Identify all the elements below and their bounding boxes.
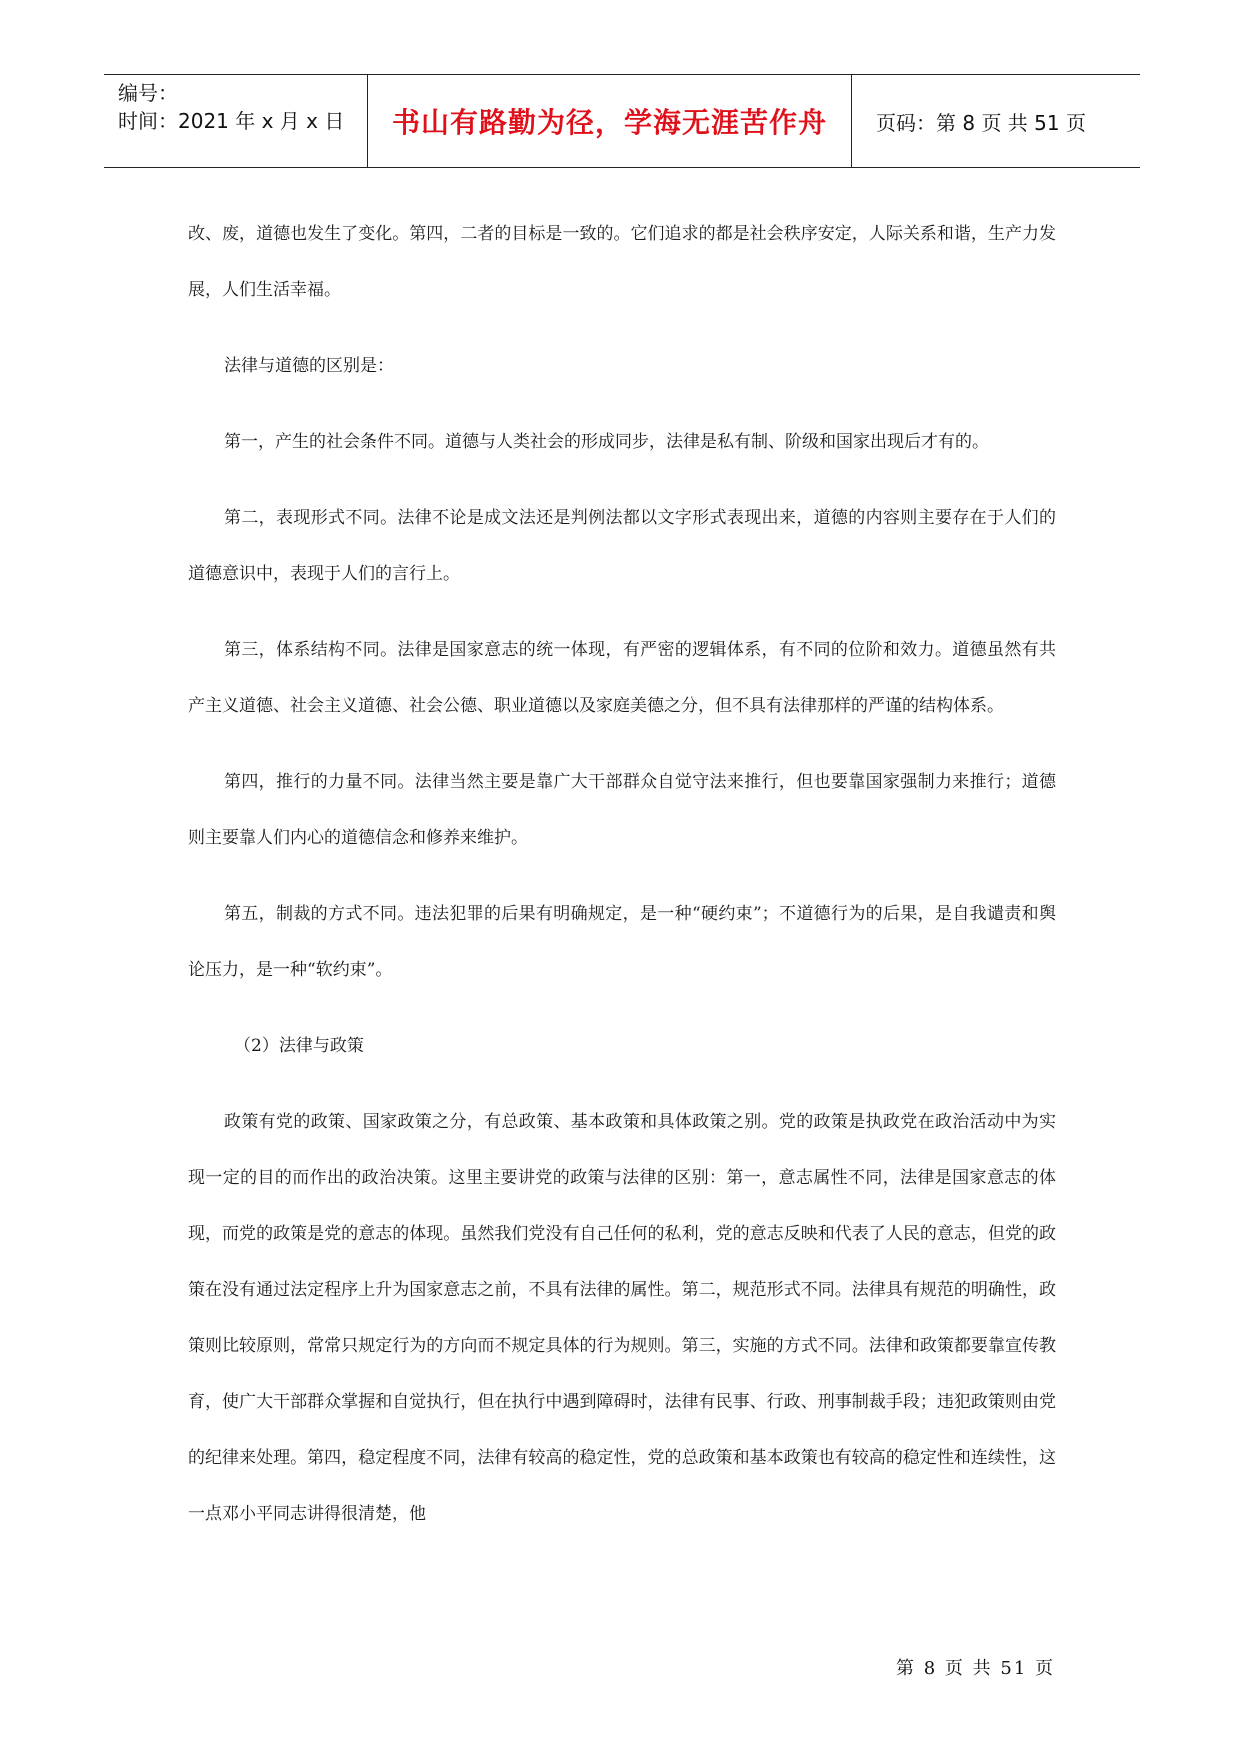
paragraph-difference-3: 第三，体系结构不同。法律是国家意志的统一体现，有严密的逻辑体系，有不同的位阶和效力。道德虽然有共产主义道德、社会主义道德、社会公德、职业道德以及家庭美德之分，但不具有法律那样的严谨的结构体系。 bbox=[188, 640, 1056, 716]
paragraph-difference-5: 第五，制裁的方式不同。违法犯罪的后果有明确规定，是一种“硬约束”；不道德行为的后果，是自我谴责和舆论压力，是一种“软约束”。 bbox=[188, 904, 1056, 980]
section-heading-law-and-policy: （2）法律与政策 bbox=[234, 1036, 364, 1056]
header-page-info bbox=[852, 75, 1140, 167]
motto-text: 书山有路勤为径，学海无涯苦作舟 bbox=[391, 106, 827, 139]
page-header bbox=[104, 74, 1140, 168]
paragraph-law-and-policy: 政策有党的政策、国家政策之分，有总政策、基本政策和具体政策之别。党的政策是执政党在政治活动中为实现一定的目的而作出的政治决策。这里主要讲党的政策与法律的区别：第一，意志属性不同，法律是国家意志的体现，而党的政策是党的意志的体现。虽然我们党没有自己任何的私利，党的意志反映和代表了人民的意志，但党的政策在没有通过法定程序上升为国家意志之前，不具有法律的属性。第二，规范形式不同。法律具有规范的明确性，政策则比较原则，常常只规定行为的方向而不规定具体的行为规则。第三，实施的方式不同。法律和政策都要靠宣传教育，使广大干部群众掌握和自觉执行，但在执行中遇到障碍时，法律有民事、行政、刑事制裁手段；违犯政策则由党的纪律来处理。第四，稳定程度不同，法律有较高的稳定性，党的总政策和基本政策也有较高的稳定性和连续性，这一点邓小平同志讲得很清楚，他 bbox=[188, 1112, 1056, 1524]
header-meta bbox=[104, 75, 368, 167]
header-motto bbox=[368, 75, 852, 167]
header-page-number: 页码：第 8 页 共 51 页 bbox=[876, 110, 1086, 135]
paragraph-difference-4: 第四，推行的力量不同。法律当然主要是靠广大干部群众自觉守法来推行，但也要靠国家强制力来推行；道德则主要靠人们内心的道德信念和修养来维护。 bbox=[188, 772, 1056, 848]
paragraph-differences-intro: 法律与道德的区别是： bbox=[224, 356, 394, 376]
document-body bbox=[188, 206, 1056, 1562]
footer-page-number: 第 8 页 共 51 页 bbox=[896, 1658, 1055, 1679]
paragraph-difference-2: 第二，表现形式不同。法律不论是成文法还是判例法都以文字形式表现出来，道德的内容则主要存在于人们的道德意识中，表现于人们的言行上。 bbox=[188, 508, 1056, 584]
page-footer bbox=[896, 1654, 1055, 1680]
paragraph-continuation: 改、废，道德也发生了变化。第四，二者的目标是一致的。它们追求的都是社会秩序安定，人际关系和谐，生产力发展，人们生活幸福。 bbox=[188, 224, 1056, 300]
date-label: 时间：2021 年 x 月 x 日 bbox=[118, 109, 345, 133]
paragraph-difference-1: 第一，产生的社会条件不同。道德与人类社会的形成同步，法律是私有制、阶级和国家出现后才有的。 bbox=[224, 432, 989, 452]
serial-number-label: 编号： bbox=[118, 81, 178, 105]
